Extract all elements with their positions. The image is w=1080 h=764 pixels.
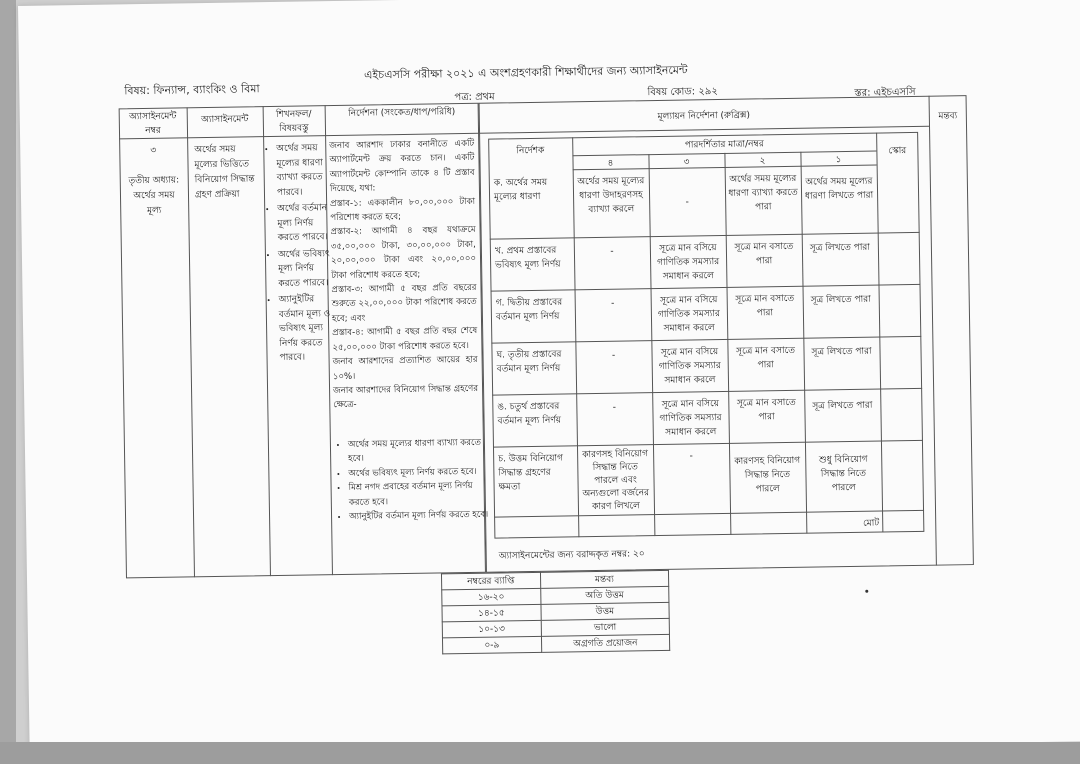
ink-dot	[865, 590, 868, 593]
comment-header: মন্তব্য	[938, 111, 958, 122]
learning-outcome-item: • অর্থের ভবিষ্যৎ মূল্য নির্ণয় করতে পারবে।	[278, 247, 335, 291]
score-range-table	[441, 570, 670, 655]
header-learning-outcome: শিখনফল/ বিষয়বস্তু	[275, 109, 312, 134]
score-range-cell: ১৪-১৫	[442, 604, 541, 622]
rubric-row-indicator: ঙ. চতুর্থ প্রস্তাবের বর্তমান মূল্য নির্ণয়	[497, 401, 562, 427]
score-range-cell: ১৬-২০	[442, 588, 541, 606]
rubric-row-level-4: কারণসহ বিনিয়োগ সিদ্ধান্ত নিতে পারলে এবং অন্যগুলো বর্জনের কারণ লিখলে	[582, 449, 650, 513]
instruction-bullet: • মিশ্র নগদ প্রবাহের বর্তমান মূল্য নির্ণয় করতে হবে।	[349, 479, 489, 510]
allotted-marks: অ্যাসাইনমেন্টের জন্য বরাদ্দকৃত নম্বর: ২০	[498, 549, 645, 562]
paper-label: পত্র: প্রথম	[454, 91, 495, 104]
level-3-header: ৩	[683, 157, 690, 168]
assignment-number: ৩	[150, 145, 157, 156]
score-range-cell: ০-৯	[442, 636, 541, 654]
indicator-header: নির্দেশক	[516, 145, 545, 157]
rubric-row-level-1: সূত্র লিখতে পারা	[810, 294, 871, 306]
learning-outcomes-list	[264, 141, 336, 368]
rubric-title: মূল্যায়ন নির্দেশনা (রুব্রিক্স)	[657, 110, 751, 122]
rubric-row-indicator: ক. অর্থের সময় মূল্যের ধারণা	[493, 177, 548, 203]
rubric-row-indicator: ঘ. তৃতীয় প্রস্তাবের বর্তমান মূল্য নির্ণয়	[496, 349, 562, 375]
total-label: মোট	[862, 518, 880, 529]
learning-outcome-item: • অর্থের বর্তমান মূল্য নির্ণয় করতে পারবে।	[277, 201, 334, 245]
instruction-bullet: • অর্থের ভবিষ্যৎ মূল্য নির্ণয় করতে হবে।	[348, 464, 488, 481]
learning-outcome-item: • অ্যানুইটির বর্তমান মূল্য ও ভবিষ্যৎ মূল্য নির্ণয় করতে পারবে।	[279, 292, 336, 365]
header-instructions: নির্দেশনা (সংকেত/ধাপ/পরিধি)	[348, 107, 456, 119]
level-1-header: ১	[835, 155, 842, 166]
rubric-row-level-4: -	[611, 298, 615, 309]
subject-code-label: বিষয় কোড: ২৯২	[647, 86, 718, 99]
level-4-header: ৪	[607, 158, 614, 169]
rubric-row-level-2: কারণসহ বিনিয়োগ সিদ্ধান্ত নিতে পারলে	[734, 455, 801, 495]
instruction-bullet: • অর্থের সময় মূল্যের ধারণা ব্যাখ্যা করতে হবে।	[348, 436, 488, 467]
rubric-row-level-2: সূত্রে মান বসাতে পারা	[736, 345, 795, 371]
rubric-row-level-2: সূত্রে মান বসাতে পারা	[734, 241, 794, 267]
header-assignment-number: অ্যাসাইনমেন্ট নম্বর	[129, 111, 177, 137]
rubric-row-level-2: সূত্রে মান বসাতে পারা	[736, 397, 796, 423]
document-title: এইচএসসি পরীক্ষা ২০২১ এ অংশগ্রহণকারী শিক্ষার্থীদের জন্য অ্যাসাইনমেন্ট	[364, 63, 688, 82]
score-header: স্কোর	[888, 146, 907, 157]
learning-outcome-item: • অর্থের সময় মূল্যের ধারণা ব্যাখ্যা করতে পারবে।	[276, 141, 333, 200]
score-comment-cell: ভালো	[541, 618, 670, 636]
rubric-row-level-1: শুধু বিনিয়োগ সিদ্ধান্ত নিতে পারলে	[818, 454, 868, 494]
rubric-row-level-3: সূত্রে মান বসিয়ে গাণিতিক সমস্যার সমাধান করলে	[656, 243, 720, 282]
performance-level-header: পারদর্শিতার মাত্রা/নম্বর	[684, 139, 764, 151]
rubric-row-level-1: সূত্র লিখতে পারা	[809, 242, 871, 254]
rubric-row-indicator: গ. দ্বিতীয় প্রস্তাবের বর্তমান মূল্য নির্ণয়	[495, 297, 563, 323]
rubric-row-level-2: সূত্রে মান বসাতে পারা	[735, 293, 795, 319]
scan-edge-bottom	[0, 742, 1080, 764]
rubric-row-level-1: সূত্র লিখতে পারা	[811, 346, 872, 358]
rubric-row-indicator: চ. উত্তম বিনিয়োগ সিদ্ধান্ত গ্রহণের ক্ষমতা	[498, 453, 564, 493]
rubric-row-level-4: অর্থের সময় মূল্যের ধারণা উদাহরণসহ ব্যাখ্যা করলে	[577, 176, 645, 216]
rubric-row-level-3: সূত্রে মান বসিয়ে গাণিতিক সমস্যার সমাধান করলে	[658, 347, 721, 386]
chapter-name: তৃতীয় অধ্যায়: অর্থের সময় মূল্য	[128, 175, 180, 216]
instruction-bullet: • অ্যানুইটির বর্তমান মূল্য নির্ণয় করতে হবে।	[349, 508, 489, 525]
rubric-row-level-3: সূত্রে মান বসিয়ে গাণিতিক সমস্যার সমাধান করলে	[659, 399, 722, 438]
rubric-row-level-1: অর্থের সময় মূল্যের ধারণা লিখতে পারা	[804, 176, 874, 202]
score-range-header: নম্বরের ব্যাপ্তি	[441, 572, 540, 590]
score-comment-cell: অগ্রগতি প্রয়োজন	[541, 634, 670, 652]
rubric-row-level-2: অর্থের সময় মূল্যের ধারণা ব্যাখ্যা করতে পারা	[728, 173, 798, 213]
rubric-row-level-1: সূত্র লিখতে পারা	[812, 400, 873, 412]
rubric-row-level-3: -	[685, 197, 689, 208]
rubric-row-level-3: সূত্রে মান বসিয়ে গাণিতিক সমস্যার সমাধান করলে	[657, 295, 721, 334]
document-page	[18, 0, 1080, 758]
score-range-cell: ১০-১৩	[442, 620, 541, 638]
level-2-header: ২	[759, 156, 766, 167]
rubric-row-level-4: -	[612, 402, 617, 413]
score-comment-cell: অতি উত্তম	[540, 586, 669, 604]
score-comment-header: মন্তব্য	[540, 570, 669, 588]
instruction-bullets	[334, 436, 489, 525]
rubric-row-level-3: -	[689, 451, 693, 462]
scan-edge-left	[0, 0, 16, 764]
rubric-row-level-4: -	[610, 246, 614, 257]
header-assignment: অ্যাসাইনমেন্ট	[201, 114, 249, 126]
level-label: স্তর: এইচএসসি	[854, 86, 916, 99]
subject-label: বিষয়: ফিন্যান্স, ব্যাংকিং ও বিমা	[124, 82, 260, 98]
assignment-text: অর্থের সময় মূল্যের ভিত্তিতে বিনিয়োগ সিদ্ধান্ত গ্রহণ প্রক্রিয়া	[194, 144, 255, 201]
rubric-row-indicator: খ. প্রথম প্রস্তাবের ভবিষ্যৎ মূল্য নির্ণয়	[494, 245, 561, 271]
rubric-row-level-4: -	[611, 350, 616, 361]
score-comment-cell: উত্তম	[541, 602, 670, 620]
table-row	[442, 634, 669, 654]
instructions-text: জনাব আরশাদ ঢাকার বনানীতে একটি অ্যাপার্টমেন্ট ক্রয় করতে চান। একটি অ্যাপার্টমেন্ট কোম্পানি তাকে ৪ টি প্রস্তাব দিয়েছে, যথা: প্রস্তাব-১: এককালীন ৮০,০০,০০০ টাকা পরিশোধ করতে হবে; প্রস্তাব-২: আগামী ৪ বছর যথাক্রমে ৩৫,০০,০০০ টাকা, ৩০,০০,০০০ টাকা, ২০,০০,০০০ টাকা এবং ২০,০০,০০০ টাকা পরিশোধ করতে হবে; প্রস্তাব-৩: আগামী ৫ বছর প্রতি বছরের শুরুতে ২২,০০,০০০ টাকা পরিশোধ করতে হবে; এবং প্রস্তাব-৪: আগামী ৫ বছর প্রতি বছর শেষে ২৫,০০,০০০ টাকা পরিশোধ করতে হবে। জনাব আরশাদের প্রত্যাশিত আয়ের হার ১০%। জনাব আরশাদের বিনিয়োগ সিদ্ধান্ত গ্রহণের ক্ষেত্রে-	[329, 138, 479, 411]
